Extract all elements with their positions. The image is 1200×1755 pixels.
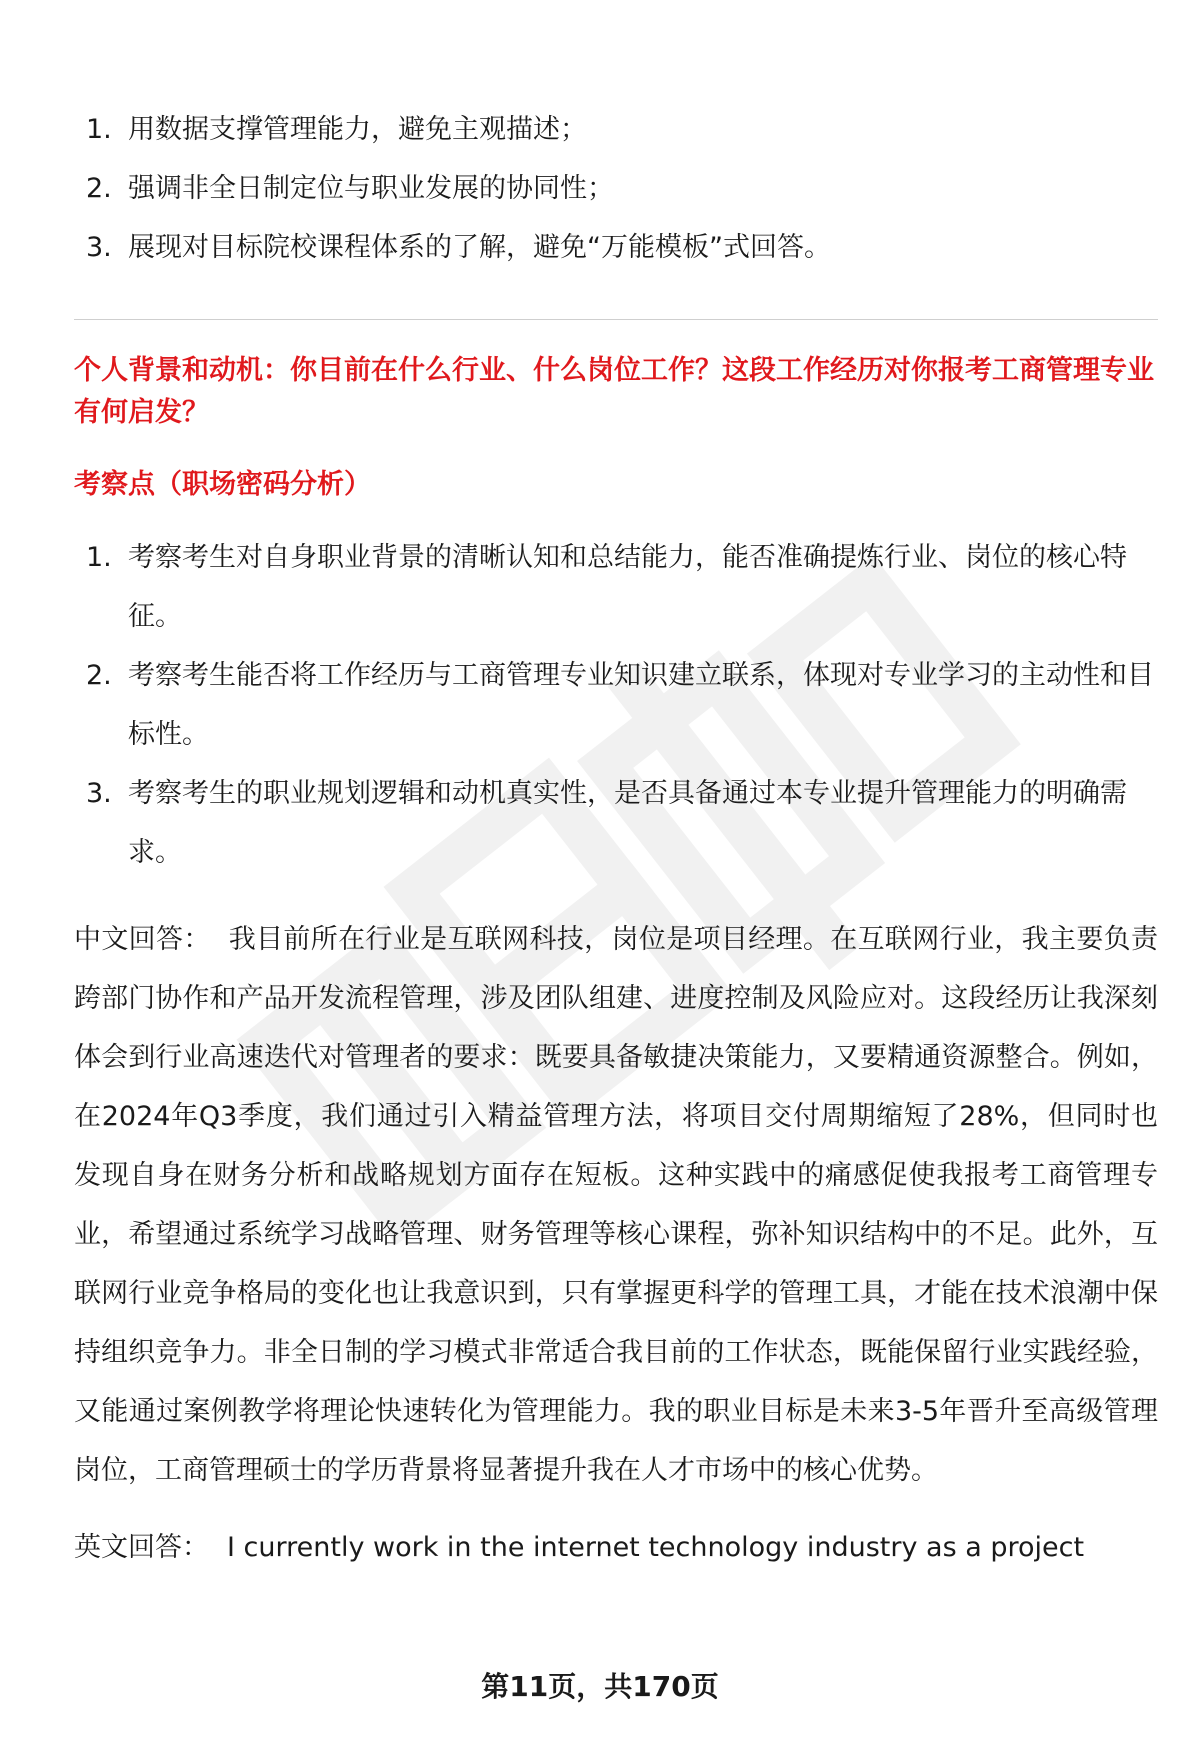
question-heading: 个人背景和动机：你目前在什么行业、什么岗位工作？这段工作经历对你报考工商管理专业有何启发？: [74, 355, 1154, 428]
page-number-footer: 第11页，共170页: [481, 1670, 719, 1703]
document-page: [74, 100, 1158, 1577]
chinese-answer-text: 我目前所在行业是互联网科技，岗位是项目经理。在互联网行业，我主要负责跨部门协作和产品开发流程管理，涉及团队组建、进度控制及风险应对。这段经历让我深刻体会到行业高速迭代对管理者的要求：既要具备敏捷决策能力，又要精通资源整合。例如，在2024年Q3季度，我们通过引入精益管理方法，将项目交付周期缩短了28%，但同时也发现自身在财务分析和战略规划方面存在短板。这种实践中的痛感促使我报考工商管理专业，希望通过系统学习战略管理、财务管理等核心课程，弥补知识结构中的不足。此外，互联网行业竞争格局的变化也让我意识到，只有掌握更科学的管理工具，才能在技术浪潮中保持组织竞争力。非全日制的学习模式非常适合我目前的工作状态，既能保留行业实践经验，又能通过案例教学将理论快速转化为管理能力。我的职业目标是未来3-5年晋升至高级管理岗位，工商管理硕士的学历背景将显著提升我在人才市场中的核心优势。: [74, 924, 1159, 1486]
list-item: 3. 展现对目标院校课程体系的了解，避免“万能模板”式回答。: [86, 232, 831, 263]
list-item: 1. 考察考生对自身职业背景的清晰认知和总结能力，能否准确提炼行业、岗位的核心特征。: [86, 542, 1127, 632]
assessment-points-list: [74, 528, 1158, 882]
assessment-points-heading: 考察点（职场密码分析）: [74, 469, 371, 500]
english-answer-text: I currently work in the internet technology industry as a project: [227, 1532, 1085, 1563]
list-item: 3. 考察考生的职业规划逻辑和动机真实性，是否具备通过本专业提升管理能力的明确需求。: [86, 778, 1127, 868]
list-item: 2. 强调非全日制定位与职业发展的协同性；: [86, 173, 614, 204]
section-divider: [74, 319, 1158, 320]
top-tips-list: [74, 100, 1158, 277]
chinese-answer: [74, 910, 1158, 1500]
english-answer-label: 英文回答：: [74, 1532, 209, 1563]
english-answer: [74, 1518, 1158, 1577]
list-item: 2. 考察考生能否将工作经历与工商管理专业知识建立联系，体现对专业学习的主动性和目标性。: [86, 660, 1154, 750]
chinese-answer-label: 中文回答：: [74, 924, 211, 955]
list-item: 1. 用数据支撑管理能力，避免主观描述；: [86, 114, 587, 145]
